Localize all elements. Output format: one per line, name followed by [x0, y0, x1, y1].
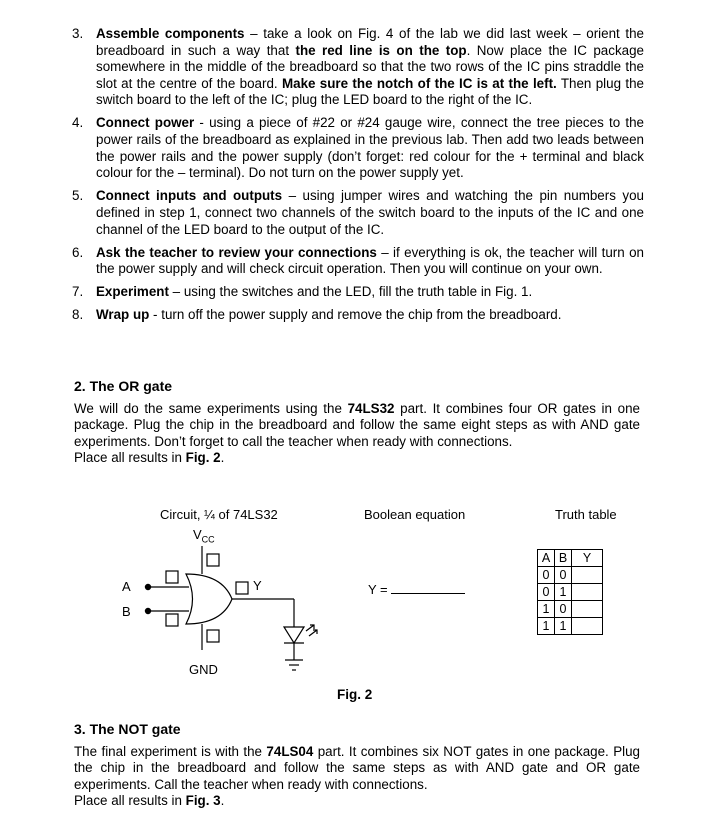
or-gate-section-title: 2. The OR gate	[74, 378, 173, 394]
bold-text-run: Assemble components	[96, 26, 245, 41]
vcc-main: V	[193, 527, 202, 542]
text-run: – if everything is ok, the teacher will turn on the power supply and will check circuit operation. Then you will continue on your own.	[96, 244, 644, 277]
truth-table-cell: 0	[538, 584, 555, 601]
truth-table-row	[538, 567, 603, 584]
bold-text-run: Experiment	[96, 284, 169, 300]
bold-text-run: Fig. 3	[185, 793, 221, 809]
truth-table-cell: 0	[555, 567, 572, 584]
pin-box-vcc	[207, 554, 219, 566]
pin-box-a	[166, 571, 178, 583]
truth-table-header-cell: A	[538, 550, 555, 567]
step-number: 7.	[72, 284, 84, 300]
or-gate-symbol	[186, 574, 232, 624]
led-arrow-2	[309, 630, 317, 636]
text-run: – using the switches and the LED, fill the truth table in Fig. 1.	[168, 284, 533, 300]
text-run: We will do the same experiments using the	[74, 401, 348, 416]
text-run: .	[220, 793, 225, 809]
text-run: – take a look on Fig. 4 of the lab we did last week – orient the breadboard in such a way that	[96, 26, 644, 58]
step-number: 8.	[72, 307, 84, 323]
gnd-label: GND	[189, 662, 218, 677]
equation-prefix: Y =	[368, 582, 392, 597]
not-gate-results-line	[74, 793, 640, 809]
pin-box-gnd	[207, 630, 219, 642]
truth-table-output-cell[interactable]	[572, 567, 603, 584]
step-number: 4.	[72, 115, 84, 131]
text-run: - turn off the power supply and remove the chip from the breadboard.	[149, 307, 562, 323]
truth-table-row	[538, 618, 603, 635]
bold-text-run: the red line is on the top	[295, 42, 467, 58]
step-number: 3.	[72, 26, 84, 41]
truth-table-row	[538, 584, 603, 601]
bold-text-run: Make sure the notch of the IC is at the left.	[281, 75, 557, 91]
truth-table-output-cell[interactable]	[572, 601, 603, 618]
truth-table-cell: 0	[538, 567, 555, 584]
truth-table-row	[538, 601, 603, 618]
led-arrow-1	[306, 625, 314, 631]
text-run: - using a piece of #22 or #24 gauge wire, connect the tree pieces to the power rails of the breadboard as explained in the previous lab. Then add two leads between the power rails and the power supply (don’t forget: red colour for the + terminal and black colour for the – terminal). Do not turn on the power supply yet.	[96, 115, 644, 181]
text-run: part. It combines six NOT gates in one package. Plug the chip in the breadboard and follow the same steps as with AND gate and OR gate experiments. Call the teacher when ready with connections.	[74, 744, 640, 792]
truth-table-cell: 0	[555, 601, 572, 618]
bold-text-run: Fig. 2	[185, 450, 221, 466]
bold-text-run: Ask the teacher to review your connections	[96, 244, 377, 260]
step-number: 6.	[72, 244, 84, 260]
input-a-label: A	[122, 579, 131, 594]
boolean-equation-heading: Boolean equation	[364, 507, 466, 522]
figure-2-caption: Fig. 2	[337, 687, 373, 702]
truth-table-header-cell: Y	[572, 550, 603, 567]
not-gate-body-text	[74, 744, 640, 792]
truth-table-header-cell: B	[555, 550, 572, 567]
circuit-heading: Circuit, ¼ of 74LS32	[160, 507, 278, 522]
pin-box-b	[166, 614, 178, 626]
text-run: part. It combines four OR gates in one package. Plug the chip in the breadboard and follow the same eight steps as with AND gate experiments. Don’t forget to call the teacher when ready with connections.	[74, 401, 640, 449]
text-run: – using jumper wires and watching the pin numbers you defined in step 1, connect two channels of the switch board to the inputs of the IC and one channel of the LED board to the output of the IC.	[96, 188, 644, 237]
text-run: The final experiment is with the	[74, 744, 267, 759]
text-run: Place all results in	[74, 450, 186, 466]
truth-table-cell: 1	[538, 618, 555, 635]
output-y-label: Y	[253, 578, 262, 593]
truth-table-output-cell[interactable]	[572, 584, 603, 601]
not-gate-paragraph	[74, 744, 640, 810]
text-run: Place all results in	[74, 793, 186, 809]
bold-text-run: 74LS32	[347, 401, 395, 416]
truth-table-heading: Truth table	[555, 507, 617, 522]
bold-text-run: 74LS04	[266, 744, 314, 759]
text-run: Then plug the switch board to the left of the IC; plug the LED board to the right of the IC.	[96, 75, 644, 108]
truth-table-cell: 1	[538, 601, 555, 618]
vcc-subscript: CC	[201, 534, 215, 545]
bold-text-run: Connect power	[96, 115, 195, 131]
truth-table-output-cell[interactable]	[572, 618, 603, 635]
input-b-label: B	[122, 604, 131, 619]
truth-table	[537, 549, 603, 635]
truth-table-cell: 1	[555, 584, 572, 601]
pin-box-y	[236, 582, 248, 594]
led-triangle	[284, 627, 304, 643]
text-run: . Now place the IC package somewhere in the middle of the breadboard so that the two rows of the IC pins straddle the slot at the centre of the board.	[96, 42, 644, 91]
not-gate-section-title: 3. The NOT gate	[74, 721, 181, 737]
bold-text-run: Connect inputs and outputs	[96, 188, 283, 204]
bold-text-run: Wrap up	[96, 307, 150, 323]
truth-table-header-row	[538, 550, 603, 567]
truth-table-cell: 1	[555, 618, 572, 635]
step-number: 5.	[72, 188, 84, 204]
text-run: .	[220, 450, 225, 466]
